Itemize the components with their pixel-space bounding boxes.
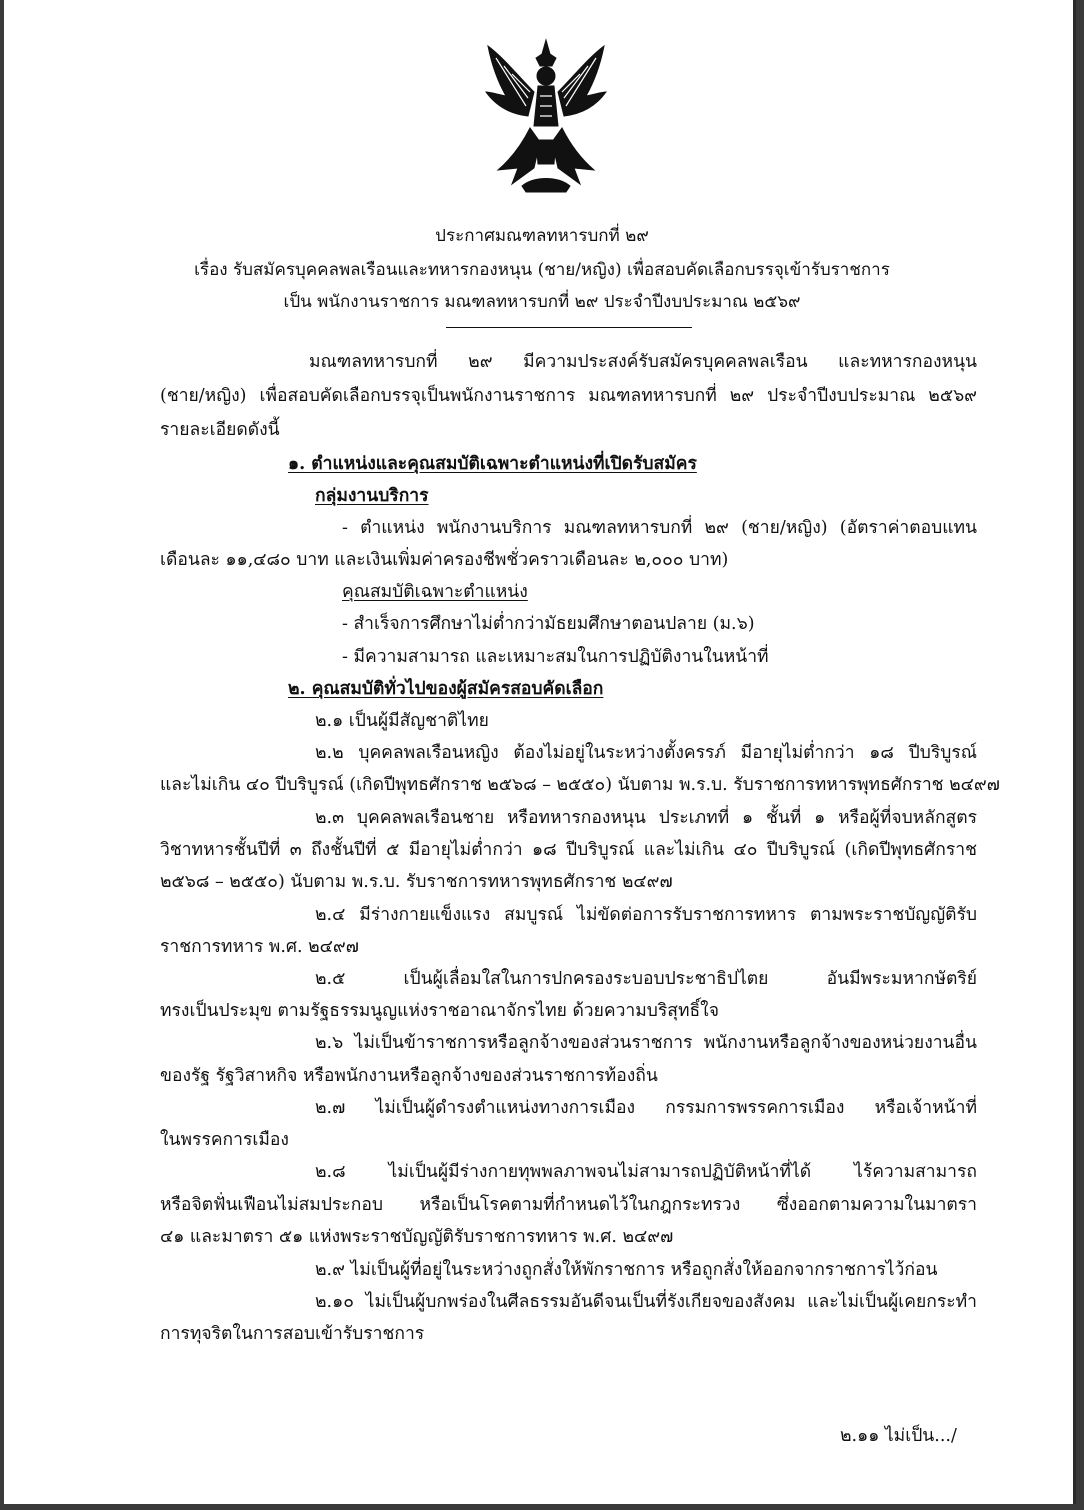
announcement-title: ประกาศมณฑลทหารบกที่ ๒๙ [435, 226, 649, 246]
section2-line: วิชาทหารชั้นปีที่ ๓ ถึงชั้นปีที่ ๕ มีอายุไม่ต่ำกว่า ๑๘ ปีบริบูรณ์ และไม่เกิน ๔๐ ปีบริบูรณ์ (เกิดปีพุทธศักราช [160, 840, 977, 860]
service-group-heading: กลุ่มงานบริการ [315, 486, 429, 506]
section2-line: ทรงเป็นประมุข ตามรัฐธรรมนูญแห่งราชอาณาจักรไทย ด้วยความบริสุทธิ์ใจ [160, 1001, 719, 1021]
section2-line: ๒.๔ มีร่างกายแข็งแรง สมบูรณ์ ไม่ขัดต่อการรับราชการทหาร ตามพระราชบัญญัติรับ [315, 905, 977, 925]
section2-line: ๒.๑๐ ไม่เป็นผู้บกพร่องในศีลธรรมอันดีจนเป็นที่รังเกียจของสังคม และไม่เป็นผู้เคยกระทำ [315, 1292, 977, 1312]
announcement-subject-line2: เป็น พนักงานราชการ มณฑลทหารบกที่ ๒๙ ประจำปีงบประมาณ ๒๕๖๙ [283, 292, 801, 312]
section2-line: ๔๑ และมาตรา ๕๑ แห่งพระราชบัญญัติรับราชการทหาร พ.ศ. ๒๔๙๗ [160, 1227, 674, 1247]
document-page [4, 0, 1076, 1504]
section2-line: ๒.๕ เป็นผู้เลื่อมใสในการปกครองระบอบประชาธิปไตย อันมีพระมหากษัตริย์ [315, 969, 977, 989]
section2-line: ๒.๒ บุคคลพลเรือนหญิง ต้องไม่อยู่ในระหว่างตั้งครรภ์ มีอายุไม่ต่ำกว่า ๑๘ ปีบริบูรณ์ [315, 743, 977, 763]
section2-line: ราชการทหาร พ.ศ. ๒๔๙๗ [160, 937, 359, 957]
title-divider [446, 327, 692, 328]
page-continuation: ๒.๑๑ ไม่เป็น.../ [840, 1426, 957, 1446]
section2-line: ๒๕๖๘ – ๒๕๕๐) นับตาม พ.ร.บ. รับราชการทหารพุทธศักราช ๒๔๙๗ [160, 872, 673, 892]
section2-line: ๒.๑ เป็นผู้มีสัญชาติไทย [315, 711, 489, 731]
position-line-1: - ตำแหน่ง พนักงานบริการ มณฑลทหารบกที่ ๒๙ (ชาย/หญิง) (อัตราค่าตอบแทน [342, 518, 977, 538]
section2-line: ในพรรคการเมือง [160, 1130, 289, 1150]
intro-line-1: มณฑลทหารบกที่ ๒๙ มีความประสงค์รับสมัครบุคคลพลเรือน และทหารกองหนุน [309, 352, 977, 372]
intro-line-2: (ชาย/หญิง) เพื่อสอบคัดเลือกบรรจุเป็นพนักงานราชการ มณฑลทหารบกที่ ๒๙ ประจำปีงบประมาณ ๒๕๖๙ [160, 386, 977, 406]
announcement-subject: เรื่อง รับสมัครบุคคลพลเรือนและทหารกองหนุน (ชาย/หญิง) เพื่อสอบคัดเลือกบรรจุเข้ารับราชการ [194, 260, 890, 280]
section2-line: ๒.๙ ไม่เป็นผู้ที่อยู่ในระหว่างถูกสั่งให้พักราชการ หรือถูกสั่งให้ออกจากราชการไว้ก่อน [315, 1260, 938, 1280]
position-line-2: เดือนละ ๑๑,๔๘๐ บาท และเงินเพิ่มค่าครองชีพชั่วคราวเดือนละ ๒,๐๐๐ บาท) [160, 550, 729, 570]
section2-line: ๒.๘ ไม่เป็นผู้มีร่างกายทุพพลภาพจนไม่สามารถปฏิบัติหน้าที่ได้ ไร้ความสามารถ [315, 1162, 977, 1182]
qualification-item: - สำเร็จการศึกษาไม่ต่ำกว่ามัธยมศึกษาตอนปลาย (ม.๖) [342, 614, 755, 634]
section2-line: ๒.๖ ไม่เป็นข้าราชการหรือลูกจ้างของส่วนราชการ พนักงานหรือลูกจ้างของหน่วยงานอื่น [315, 1033, 977, 1053]
specific-qualification-heading: คุณสมบัติเฉพาะตำแหน่ง [342, 582, 528, 602]
section2-line: ๒.๗ ไม่เป็นผู้ดำรงตำแหน่งทางการเมือง กรรมการพรรคการเมือง หรือเจ้าหน้าที่ [315, 1098, 977, 1118]
qualification-item: - มีความสามารถ และเหมาะสมในการปฏิบัติงานในหน้าที่ [342, 647, 769, 667]
section2-line: การทุจริตในการสอบเข้ารับราชการ [160, 1324, 425, 1344]
section2-line: ๒.๓ บุคคลพลเรือนชาย หรือทหารกองหนุน ประเภทที่ ๑ ชั้นที่ ๑ หรือผู้ที่จบหลักสูตร [315, 808, 977, 828]
section2-line: หรือจิตฟั่นเฟือนไม่สมประกอบ หรือเป็นโรคตามที่กำหนดไว้ในกฎกระทรวง ซึ่งออกตามความในมาตรา [160, 1195, 977, 1215]
section2-line: และไม่เกิน ๔๐ ปีบริบูรณ์ (เกิดปีพุทธศักราช ๒๕๖๘ – ๒๕๕๐) นับตาม พ.ร.บ. รับราชการทหารพุทธศักราช ๒๔๙๗ [160, 775, 1000, 795]
section2-heading: ๒. คุณสมบัติทั่วไปของผู้สมัครสอบคัดเลือก [288, 679, 604, 699]
section2-line: ของรัฐ รัฐวิสาหกิจ หรือพนักงานหรือลูกจ้างของส่วนราชการท้องถิ่น [160, 1066, 658, 1086]
garuda-emblem-icon [482, 36, 610, 198]
section1-heading: ๑. ตำแหน่งและคุณสมบัติเฉพาะตำแหน่งที่เปิดรับสมัคร [288, 454, 697, 474]
intro-line-3: รายละเอียดดังนี้ [160, 420, 280, 440]
